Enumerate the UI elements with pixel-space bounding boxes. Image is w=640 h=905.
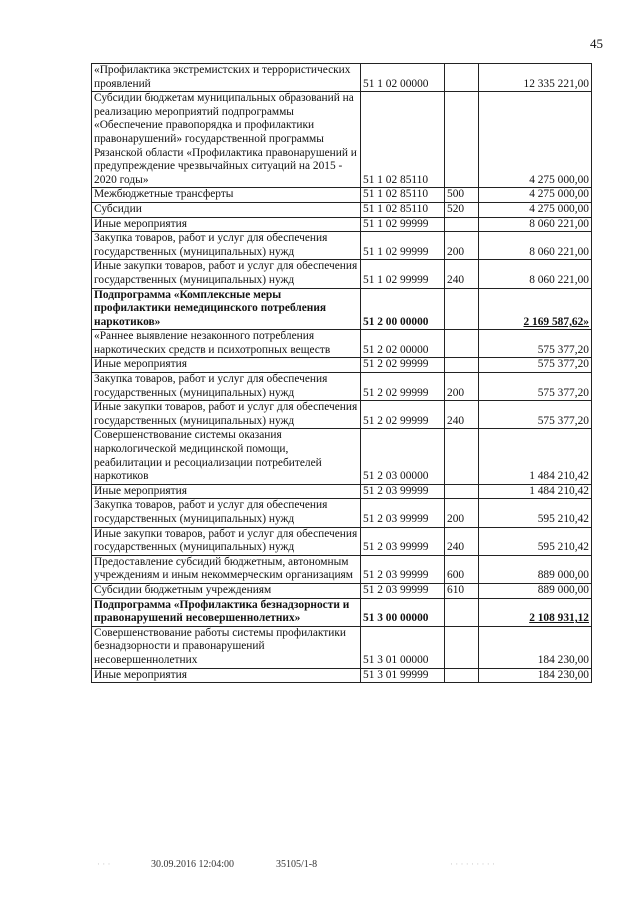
budget-table-body <box>92 64 592 683</box>
cell-name: Субсидии бюджетам муниципальных образований на реализацию мероприятий подпрограммы «Обеспечение правопорядка и профилактики правонарушений» государственной программы Рязанской области «Профилактика правонарушений и предупреждение чрезвычайных ситуаций на 2015 - 2020 годы» <box>92 92 361 188</box>
table-row <box>92 330 592 358</box>
cell-code: 51 2 03 99999 <box>361 499 445 527</box>
cell-code: 51 2 02 00000 <box>361 330 445 358</box>
cell-type: 520 <box>445 202 479 217</box>
cell-code: 51 2 02 99999 <box>361 358 445 373</box>
table-row <box>92 527 592 555</box>
cell-amount: 889 000,00 <box>479 555 592 583</box>
cell-code: 51 3 01 99999 <box>361 668 445 683</box>
table-row <box>92 202 592 217</box>
table-row <box>92 260 592 288</box>
cell-name: Подпрограмма «Комплексные меры профилактики немедицинского потребления наркотиков» <box>92 288 361 330</box>
cell-name: Иные закупки товаров, работ и услуг для обеспечения государственных (муниципальных) нужд <box>92 527 361 555</box>
cell-code: 51 2 02 99999 <box>361 401 445 429</box>
cell-type <box>445 668 479 683</box>
cell-name: «Профилактика экстремистских и террористических проявлений <box>92 64 361 92</box>
cell-amount: 889 000,00 <box>479 583 592 598</box>
cell-amount: 4 275 000,00 <box>479 188 592 203</box>
cell-code: 51 2 03 99999 <box>361 583 445 598</box>
cell-code: 51 2 03 00000 <box>361 429 445 484</box>
cell-amount: 1 484 210,42 <box>479 429 592 484</box>
cell-name: Иные мероприятия <box>92 217 361 232</box>
cell-name: Закупка товаров, работ и услуг для обеспечения государственных (муниципальных) нужд <box>92 373 361 401</box>
footer-datetime: 30.09.2016 12:04:00 <box>151 859 235 870</box>
table-row <box>92 598 592 626</box>
table-row <box>92 64 592 92</box>
cell-code: 51 2 03 99999 <box>361 527 445 555</box>
cell-code: 51 1 02 85110 <box>361 202 445 217</box>
cell-type: 240 <box>445 260 479 288</box>
cell-amount: 575 377,20 <box>479 358 592 373</box>
cell-amount: 2 108 931,12 <box>479 598 592 626</box>
cell-type: 610 <box>445 583 479 598</box>
cell-type: 600 <box>445 555 479 583</box>
cell-code: 51 2 03 99999 <box>361 555 445 583</box>
cell-type: 240 <box>445 527 479 555</box>
cell-name: Предоставление субсидий бюджетным, автономным учреждениям и иным некоммерческим организациям <box>92 555 361 583</box>
cell-amount: 1 484 210,42 <box>479 484 592 499</box>
cell-amount: 575 377,20 <box>479 373 592 401</box>
cell-amount: 2 169 587,62» <box>479 288 592 330</box>
cell-name: Иные закупки товаров, работ и услуг для обеспечения государственных (муниципальных) нужд <box>92 260 361 288</box>
cell-code: 51 3 01 00000 <box>361 626 445 668</box>
cell-type: 240 <box>445 401 479 429</box>
cell-name: Подпрограмма «Профилактика безнадзорности и правонарушений несовершеннолетних» <box>92 598 361 626</box>
table-row <box>92 358 592 373</box>
cell-amount: 8 060 221,00 <box>479 217 592 232</box>
cell-amount: 595 210,42 <box>479 527 592 555</box>
cell-amount: 8 060 221,00 <box>479 260 592 288</box>
table-row <box>92 429 592 484</box>
footer-faint-mark-left: · · · <box>97 859 111 869</box>
cell-amount: 575 377,20 <box>479 401 592 429</box>
table-row <box>92 626 592 668</box>
table-row <box>92 232 592 260</box>
cell-amount: 12 335 221,00 <box>479 64 592 92</box>
cell-type <box>445 64 479 92</box>
cell-amount: 575 377,20 <box>479 330 592 358</box>
cell-type: 200 <box>445 232 479 260</box>
cell-code: 51 1 02 99999 <box>361 232 445 260</box>
table-row <box>92 668 592 683</box>
table-row <box>92 373 592 401</box>
budget-table <box>91 63 592 683</box>
cell-type: 200 <box>445 373 479 401</box>
cell-name: Совершенствование работы системы профилактики безнадзорности и правонарушений несовершеннолетних <box>92 626 361 668</box>
cell-amount: 4 275 000,00 <box>479 92 592 188</box>
table-row <box>92 288 592 330</box>
table-row <box>92 583 592 598</box>
footer-faint-mark-right: · · · · · · · · · <box>450 859 495 869</box>
cell-name: Иные закупки товаров, работ и услуг для обеспечения государственных (муниципальных) нужд <box>92 401 361 429</box>
cell-code: 51 3 00 00000 <box>361 598 445 626</box>
cell-name: Межбюджетные трансферты <box>92 188 361 203</box>
cell-type: 200 <box>445 499 479 527</box>
cell-code: 51 1 02 00000 <box>361 64 445 92</box>
table-row <box>92 401 592 429</box>
cell-code: 51 2 02 99999 <box>361 373 445 401</box>
cell-type <box>445 598 479 626</box>
cell-name: Совершенствование системы оказания наркологической медицинской помощи, реабилитации и ресоциализации потребителей наркотиков <box>92 429 361 484</box>
cell-type <box>445 92 479 188</box>
cell-type <box>445 484 479 499</box>
cell-amount: 8 060 221,00 <box>479 232 592 260</box>
cell-code: 51 1 02 85110 <box>361 188 445 203</box>
cell-name: Закупка товаров, работ и услуг для обеспечения государственных (муниципальных) нужд <box>92 232 361 260</box>
cell-amount: 184 230,00 <box>479 626 592 668</box>
cell-name: Закупка товаров, работ и услуг для обеспечения государственных (муниципальных) нужд <box>92 499 361 527</box>
cell-name: Иные мероприятия <box>92 668 361 683</box>
cell-amount: 595 210,42 <box>479 499 592 527</box>
cell-type <box>445 626 479 668</box>
table-row <box>92 217 592 232</box>
cell-code: 51 1 02 99999 <box>361 260 445 288</box>
cell-name: Субсидии бюджетным учреждениям <box>92 583 361 598</box>
table-row <box>92 555 592 583</box>
table-row <box>92 484 592 499</box>
cell-type <box>445 330 479 358</box>
page-number: 45 <box>590 36 603 51</box>
cell-name: Субсидии <box>92 202 361 217</box>
cell-name: «Раннее выявление незаконного потребления наркотических средств и психотропных веществ <box>92 330 361 358</box>
cell-code: 51 2 00 00000 <box>361 288 445 330</box>
footer-document-code: 35105/1-8 <box>276 859 318 870</box>
cell-code: 51 2 03 99999 <box>361 484 445 499</box>
cell-type <box>445 358 479 373</box>
cell-type <box>445 288 479 330</box>
cell-code: 51 1 02 99999 <box>361 217 445 232</box>
cell-name: Иные мероприятия <box>92 484 361 499</box>
cell-type <box>445 217 479 232</box>
cell-name: Иные мероприятия <box>92 358 361 373</box>
cell-type <box>445 429 479 484</box>
cell-amount: 184 230,00 <box>479 668 592 683</box>
table-row <box>92 188 592 203</box>
cell-code: 51 1 02 85110 <box>361 92 445 188</box>
table-row <box>92 92 592 188</box>
cell-type: 500 <box>445 188 479 203</box>
table-row <box>92 499 592 527</box>
cell-amount: 4 275 000,00 <box>479 202 592 217</box>
